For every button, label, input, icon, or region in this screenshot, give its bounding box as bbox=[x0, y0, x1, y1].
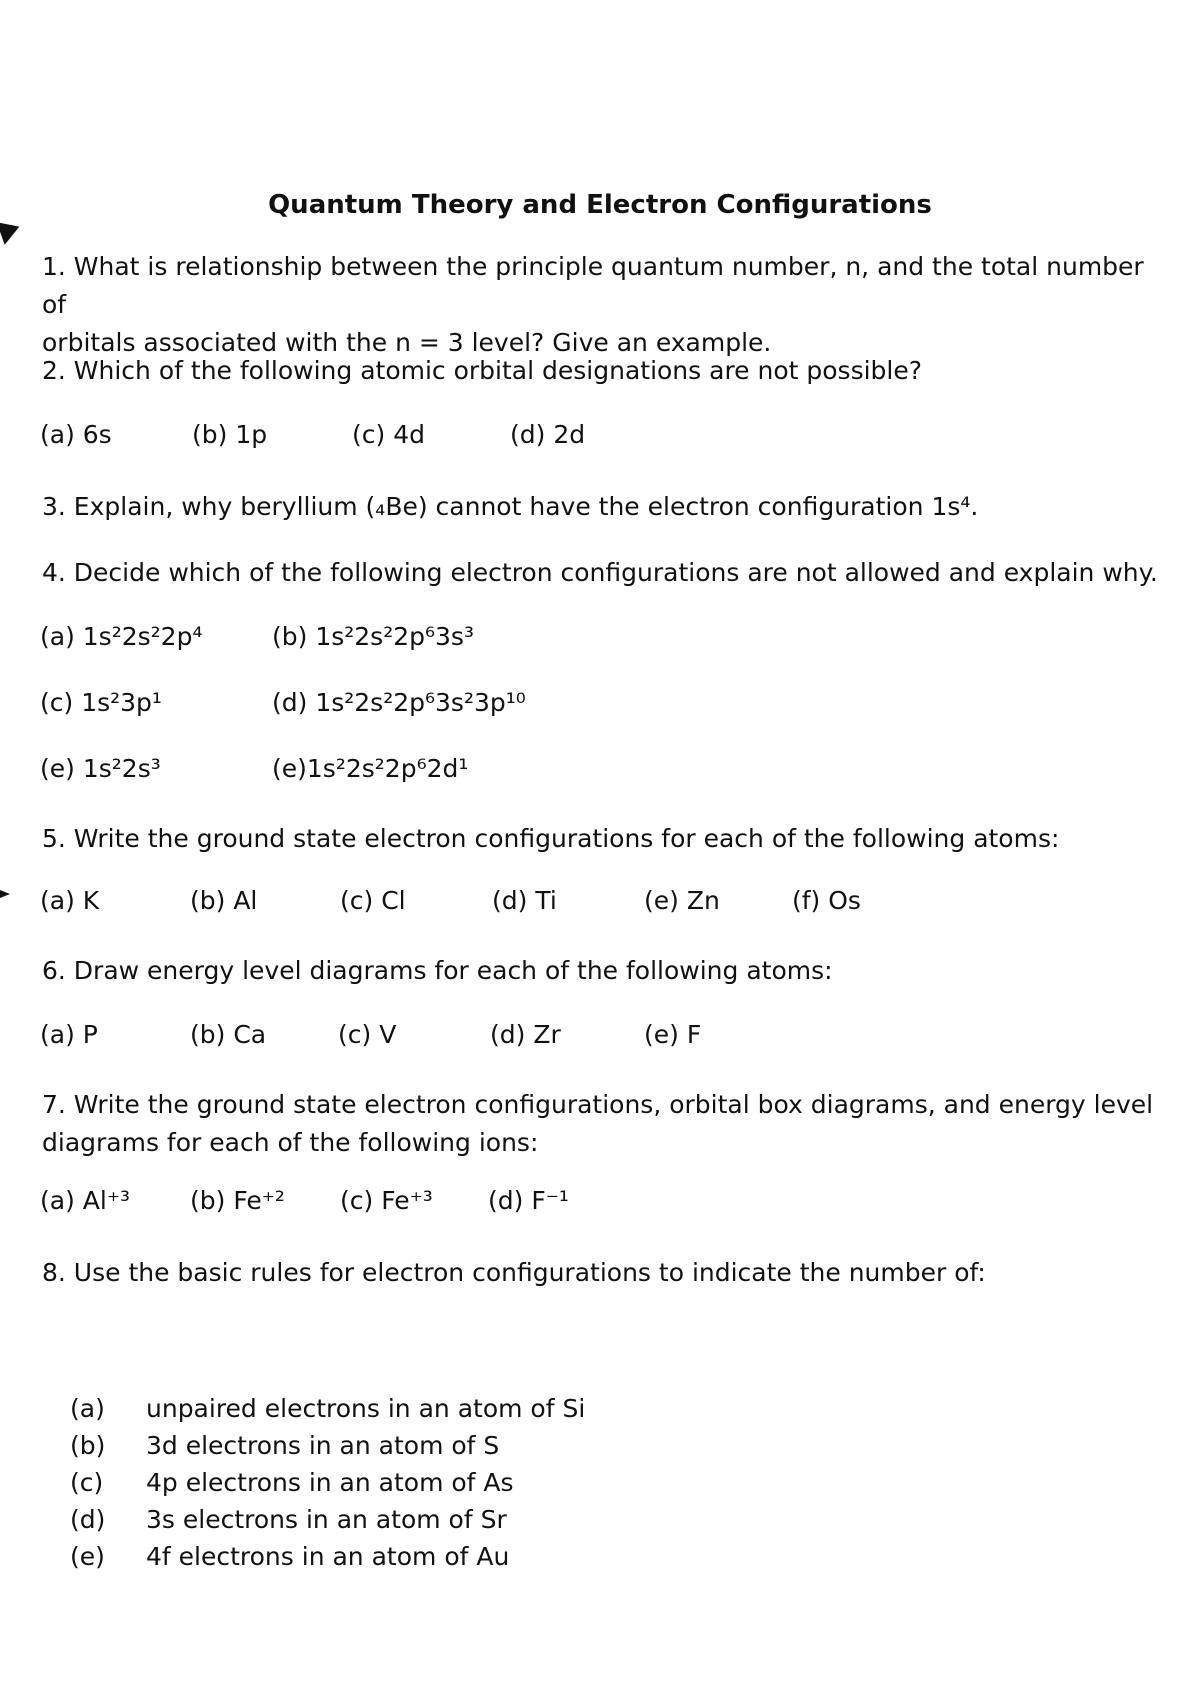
option: (b) Ca bbox=[190, 1020, 267, 1049]
option: (a) P bbox=[40, 1020, 98, 1049]
question-2: 2. Which of the following atomic orbital designations are not possible? bbox=[42, 356, 923, 385]
question-7-options bbox=[40, 1186, 1160, 1226]
item-text: unpaired electrons in an atom of Si bbox=[146, 1394, 586, 1423]
option: (d) 2d bbox=[510, 420, 586, 449]
item-label: (e) bbox=[70, 1542, 105, 1571]
option: (e) 1s²2s³ bbox=[40, 754, 161, 783]
question-7 bbox=[42, 1086, 1162, 1162]
option: (c) 4d bbox=[352, 420, 425, 449]
option: (d) F⁻¹ bbox=[488, 1186, 569, 1215]
question-4-row-1 bbox=[40, 622, 1160, 662]
question-3: 3. Explain, why beryllium (₄Be) cannot have the electron configuration 1s⁴. bbox=[42, 492, 979, 521]
option: (c) Cl bbox=[340, 886, 406, 915]
question-4: 4. Decide which of the following electron configurations are not allowed and explain why. bbox=[42, 558, 1158, 587]
question-2-options bbox=[40, 420, 1160, 460]
option: (c) Fe⁺³ bbox=[340, 1186, 433, 1215]
question-5: 5. Write the ground state electron configurations for each of the following atoms: bbox=[42, 824, 1060, 853]
option: (e) Zn bbox=[644, 886, 720, 915]
option: (c) 1s²3p¹ bbox=[40, 688, 162, 717]
option: (d) Zr bbox=[490, 1020, 561, 1049]
item-text: 4p electrons in an atom of As bbox=[146, 1468, 514, 1497]
question-4-row-2 bbox=[40, 688, 1160, 728]
item-label: (d) bbox=[70, 1505, 106, 1534]
option: (f) Os bbox=[792, 886, 861, 915]
question-7-line-2: diagrams for each of the following ions: bbox=[42, 1128, 539, 1157]
question-6: 6. Draw energy level diagrams for each of the following atoms: bbox=[42, 956, 833, 985]
option: (d) Ti bbox=[492, 886, 557, 915]
question-7-line-1: 7. Write the ground state electron configurations, orbital box diagrams, and energy level bbox=[42, 1090, 1154, 1119]
question-6-options bbox=[40, 1020, 1160, 1060]
option: (a) K bbox=[40, 886, 100, 915]
option: (c) V bbox=[338, 1020, 397, 1049]
question-5-options bbox=[40, 886, 1160, 926]
option: (b) Al bbox=[190, 886, 258, 915]
question-8: 8. Use the basic rules for electron configurations to indicate the number of: bbox=[42, 1258, 986, 1287]
question-4-row-3 bbox=[40, 754, 1160, 794]
option: (b) 1s²2s²2p⁶3s³ bbox=[272, 622, 474, 651]
item-label: (c) bbox=[70, 1468, 104, 1497]
item-text: 3d electrons in an atom of S bbox=[146, 1431, 500, 1460]
question-1-line-1: 1. What is relationship between the principle quantum number, n, and the total number of bbox=[42, 252, 1144, 319]
option: (a) 6s bbox=[40, 420, 112, 449]
option: (b) 1p bbox=[192, 420, 268, 449]
item-label: (b) bbox=[70, 1431, 106, 1460]
question-1 bbox=[42, 248, 1162, 362]
option: (b) Fe⁺² bbox=[190, 1186, 285, 1215]
item-text: 3s electrons in an atom of Sr bbox=[146, 1505, 507, 1534]
item-text: 4f electrons in an atom of Au bbox=[146, 1542, 510, 1571]
option: (d) 1s²2s²2p⁶3s²3p¹⁰ bbox=[272, 688, 526, 717]
option: (e) F bbox=[644, 1020, 702, 1049]
item-label: (a) bbox=[70, 1394, 105, 1423]
option: (a) 1s²2s²2p⁴ bbox=[40, 622, 203, 651]
question-1-line-2: orbitals associated with the n = 3 level? Give an example. bbox=[42, 328, 772, 357]
page-title: Quantum Theory and Electron Configurations bbox=[268, 190, 932, 220]
option: (a) Al⁺³ bbox=[40, 1186, 131, 1215]
option: (e)1s²2s²2p⁶2d¹ bbox=[272, 754, 469, 783]
scan-mark-arrow bbox=[0, 890, 10, 898]
